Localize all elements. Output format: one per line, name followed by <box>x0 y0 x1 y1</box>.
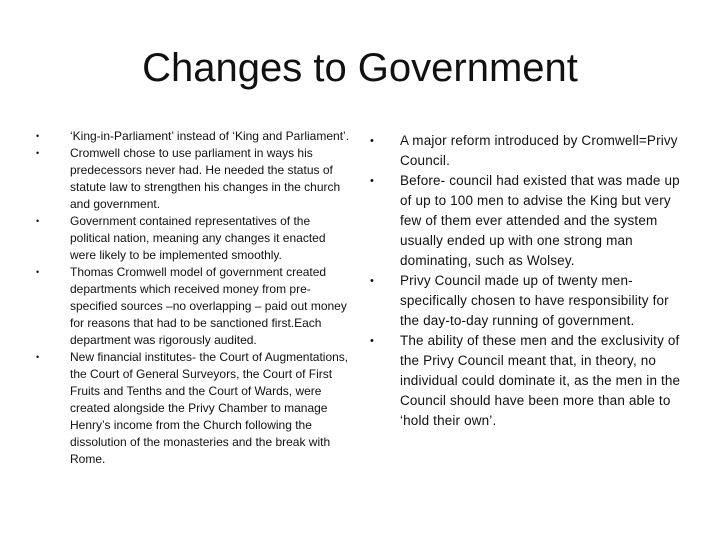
bullet-icon: • <box>370 135 375 147</box>
right-bullet-item <box>370 271 690 331</box>
bullet-text: The ability of these men and the exclusivity of the Privy Council meant that, in theory, no individual could dominate it, as the men in the Council should have been more than able to ‘hold their own’. <box>400 333 681 428</box>
bullet-text: New financial institutes- the Court of Augmentations, the Court of General Surveyors, the Court of First Fruits and Tenths and the Court of Wards, were created alongside the Privy Chamber to manage Henry’s income from the Church following the dissolution of the monasteries and the break with Rome. <box>70 350 349 466</box>
bullet-text: Cromwell chose to use parliament in ways his predecessors never had. He needed the status of statute law to strengthen his changes in the church and government. <box>70 146 341 211</box>
bullet-text: Government contained representatives of the political nation, meaning any changes it enacted were likely to be implemented smoothly. <box>70 214 326 262</box>
left-bullet-item <box>36 213 352 264</box>
slide-title: Changes to Government <box>142 46 578 90</box>
bullet-icon: • <box>36 148 40 158</box>
bullet-icon: • <box>36 216 40 226</box>
bullet-text: Privy Council made up of twenty men- specifically chosen to have responsibility for the day-to-day running of government. <box>400 273 669 328</box>
left-bullet-list <box>36 128 352 468</box>
bullet-icon: • <box>370 335 375 347</box>
left-bullet-item <box>36 264 352 349</box>
left-bullet-item <box>36 145 352 213</box>
right-bullet-item <box>370 131 690 171</box>
bullet-icon: • <box>36 352 40 362</box>
bullet-text: Before- council had existed that was made up of up to 100 men to advise the King but very few of them ever attended and the system usually ended up with one strong man dominating, such as Wolsey. <box>400 173 680 268</box>
bullet-icon: • <box>36 267 40 277</box>
left-bullet-item <box>36 128 352 145</box>
right-bullet-item <box>370 171 690 271</box>
bullet-text: ‘King-in-Parliament’ instead of ‘King and Parliament’. <box>70 129 350 143</box>
bullet-text: Thomas Cromwell model of government created departments which received money from pre-specified sources –no overlapping – paid out money for reasons that had to be sanctioned first.Each department was rigorously audited. <box>70 265 347 347</box>
right-bullet-list <box>370 131 690 431</box>
bullet-icon: • <box>370 175 375 187</box>
right-bullet-item <box>370 331 690 431</box>
bullet-icon: • <box>370 275 375 287</box>
bullet-icon: • <box>36 131 40 141</box>
bullet-text: A major reform introduced by Cromwell=Privy Council. <box>400 133 678 168</box>
left-bullet-item <box>36 349 352 468</box>
